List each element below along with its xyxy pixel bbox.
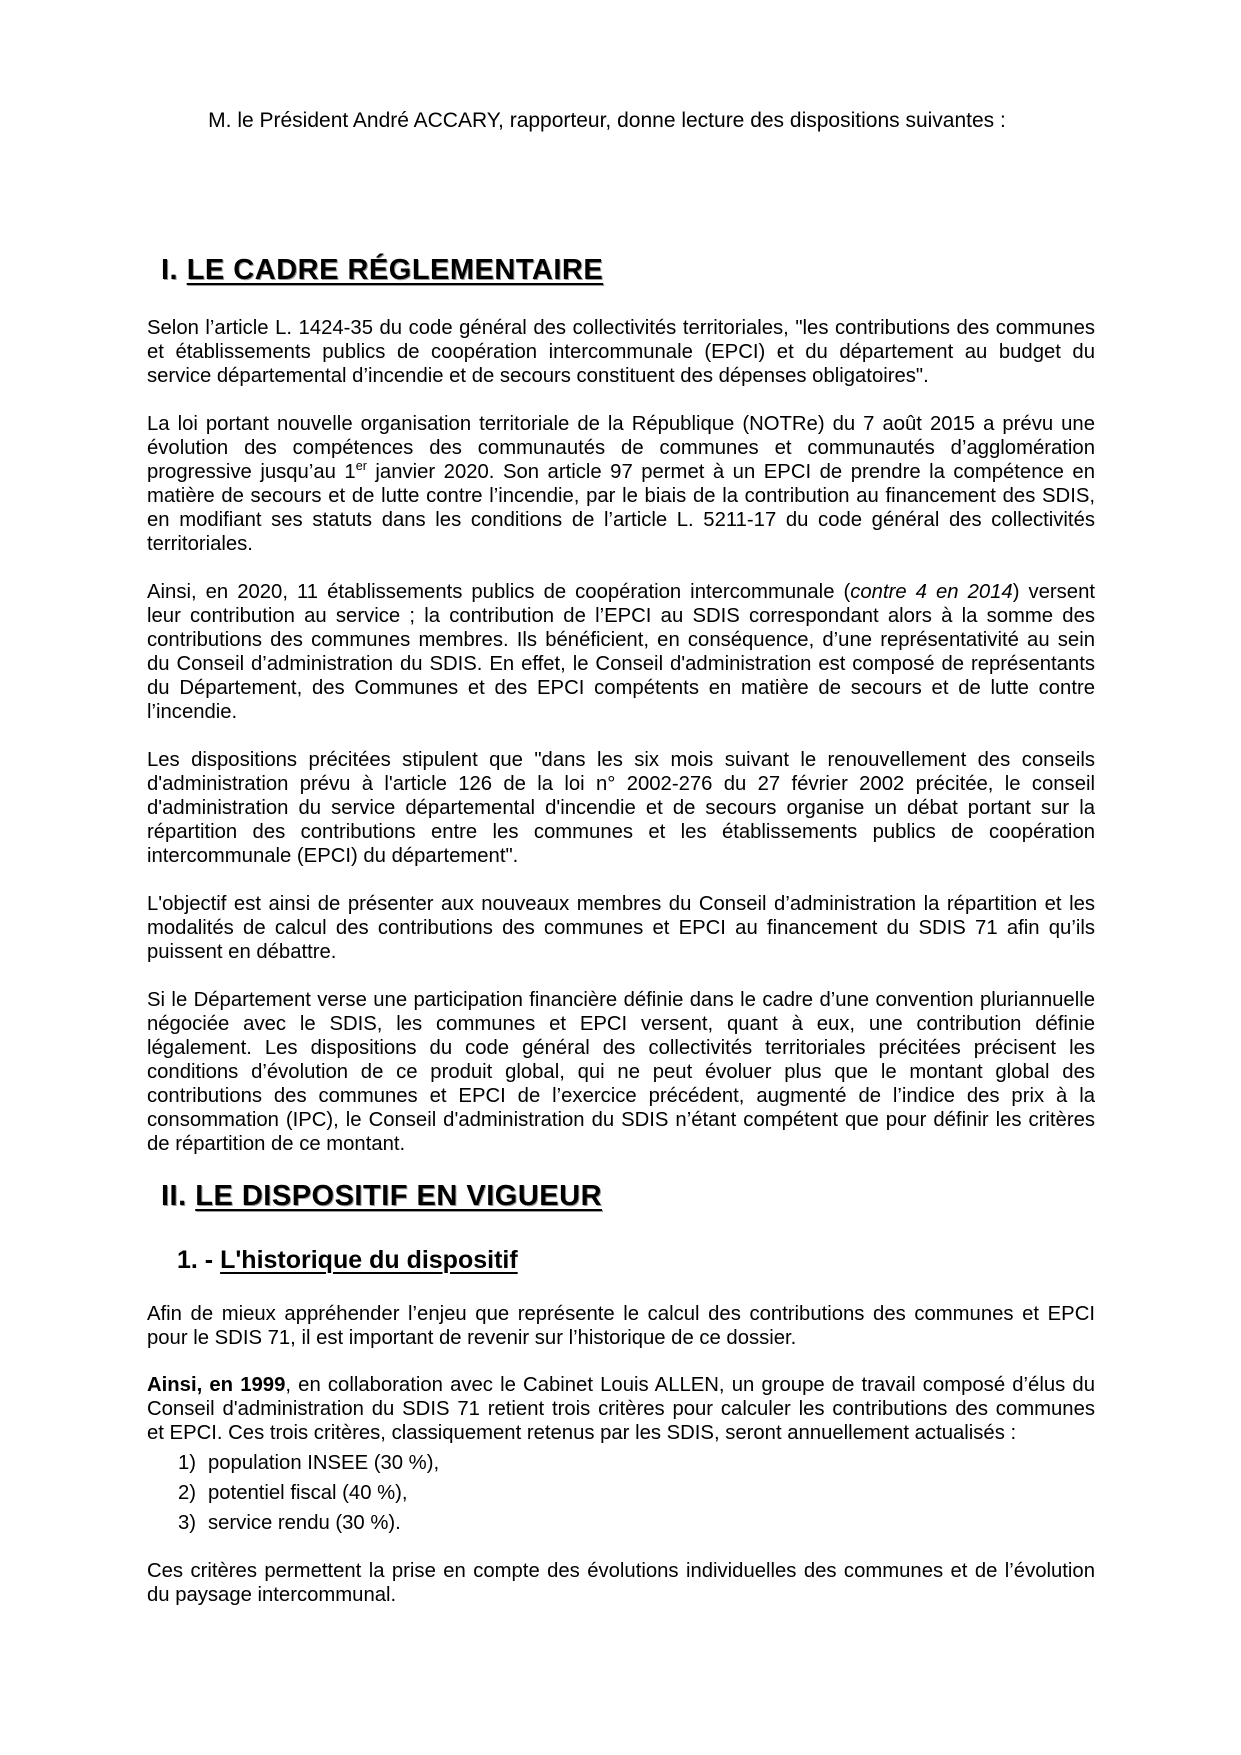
text-run: Ainsi, en 2020, 11 établissements publics de coopération intercommunale ( [147, 581, 851, 603]
section-2-title: LE DISPOSITIF EN VIGUEUR [195, 1180, 603, 1212]
text-line: service départemental d’incendie et de secours constituent des dépenses obligatoires". [147, 365, 929, 387]
subsection-1-heading [177, 1245, 518, 1275]
text-line: négociée avec le SDIS, les communes et EPCI versent, quant à eux, une contribution définie [147, 1013, 1095, 1035]
paragraph-history-intro [147, 1302, 1095, 1350]
paragraph-1999-criteria [147, 1373, 1095, 1445]
subsection-1-number: 1. - [177, 1246, 214, 1274]
text-line: du Conseil d’administration du SDIS. En effet, le Conseil d'administration est composé de représentants [147, 653, 1095, 675]
criteria-list [178, 1448, 439, 1538]
text-run: , en collaboration avec le Cabinet Louis ALLEN, un groupe de travail composé d’élus du [285, 1374, 1095, 1396]
text-line: matière de secours et de lutte contre l’incendie, par le biais de la contribution au financement des SDIS, [147, 485, 1095, 507]
section-1-heading [161, 252, 603, 288]
paragraph-objective [147, 892, 1095, 964]
list-marker: 3) [178, 1512, 197, 1534]
text-line: consommation (IPC), le Conseil d'administration du SDIS n’étant compétent que pour définir les critères [147, 1109, 1095, 1131]
text-line: modalités de calcul des contributions des communes et EPCI au financement du SDIS 71 afin qu’ils [147, 917, 1095, 939]
list-item-text: potentiel fiscal (40 %), [208, 1482, 408, 1504]
text-line: Si le Département verse une participation financière définie dans le cadre d’une convention pluriannuelle [147, 989, 1095, 1011]
list-item [178, 1448, 439, 1478]
text-line: Selon l’article L. 1424-35 du code général des collectivités territoriales, "les contributions des communes [147, 317, 1095, 339]
text-line: territoriales. [147, 533, 253, 555]
text-line: en modifiant ses statuts dans les conditions de l’article L. 5211-17 du code général des collectivités [147, 509, 1095, 531]
intro-line: M. le Président André ACCARY, rapporteur, donne lecture des dispositions suivantes : [208, 109, 1006, 132]
text-line [147, 580, 1095, 604]
text-line: légalement. Les dispositions du code général des collectivités territoriales précitées précisent les [147, 1037, 1095, 1059]
text-line: l’incendie. [147, 701, 238, 723]
text-run: ) versent [1012, 581, 1095, 603]
text-line: conditions d’évolution de ce produit global, qui ne peut évoluer plus que le montant global des [147, 1061, 1095, 1083]
list-item-text: population INSEE (30 %), [208, 1452, 440, 1474]
text-line [147, 460, 1095, 484]
text-line: et EPCI. Ces trois critères, classiquement retenus par les SDIS, seront annuellement actualisés : [147, 1422, 1017, 1444]
section-2-heading [161, 1178, 602, 1214]
paragraph-legal-framework [147, 316, 1095, 388]
list-item [178, 1478, 439, 1508]
text-line: leur contribution au service ; la contribution de l’EPCI au SDIS correspondant alors à la somme des [147, 605, 1095, 627]
text-line: de répartition de ce montant. [147, 1133, 406, 1155]
paragraph-notre-law [147, 412, 1095, 556]
text-line: et établissements publics de coopération intercommunale (EPCI) et du département au budget du [147, 341, 1095, 363]
text-line: d'administration prévu à l'article 126 de la loi n° 2002-276 du 27 février 2002 précitée, le conseil [147, 773, 1095, 795]
paragraph-debate-requirement [147, 748, 1095, 868]
paragraph-epci-contributions [147, 580, 1095, 724]
text-line: évolution des compétences des communautés de communes et communautés d’agglomération [147, 437, 1095, 459]
text-line: Ces critères permettent la prise en compte des évolutions individuelles des communes et de l’évolution [147, 1560, 1095, 1582]
section-1-title: LE CADRE RÉGLEMENTAIRE [186, 254, 604, 286]
text-line: du Département, des Communes et des EPCI compétents en matière de secours et de lutte contre [147, 677, 1095, 699]
text-line [147, 1373, 1095, 1397]
text-run: progressive jusqu’au 1 [147, 461, 356, 483]
text-line: intercommunale (EPCI) du département". [147, 845, 519, 867]
section-2-number: II. [161, 1180, 187, 1212]
list-marker: 1) [178, 1452, 197, 1474]
italic-text-run: contre 4 en 2014 [850, 581, 1013, 603]
ordinal-superscript: er [355, 459, 367, 474]
text-run: janvier 2020. Son article 97 permet à un EPCI de prendre la compétence en [366, 461, 1095, 483]
list-item-text: service rendu (30 %). [208, 1512, 401, 1534]
paragraph-criteria-purpose [147, 1559, 1095, 1607]
text-line: puissent en débattre. [147, 941, 337, 963]
text-line: Les dispositions précitées stipulent que "dans les six mois suivant le renouvellement des conseils [147, 749, 1095, 771]
text-line: La loi portant nouvelle organisation territoriale de la République (NOTRe) du 7 août 2015 a prévu une [147, 413, 1095, 435]
bold-text-run: Ainsi, en 1999 [147, 1374, 286, 1396]
section-1-number: I. [161, 254, 179, 286]
text-line: du paysage intercommunal. [147, 1584, 397, 1606]
list-item [178, 1508, 439, 1538]
text-line: d'administration du service départemental d'incendie et de secours organise un débat portant sur la [147, 797, 1095, 819]
text-line: Conseil d'administration du SDIS 71 retient trois critères pour calculer les contributions des communes [147, 1398, 1095, 1420]
list-marker: 2) [178, 1482, 197, 1504]
text-line: pour le SDIS 71, il est important de revenir sur l’historique de ce dossier. [147, 1327, 797, 1349]
text-line: contributions des communes membres. Ils bénéficient, en conséquence, d’une représentativité au sein [147, 629, 1095, 651]
text-line: Afin de mieux appréhender l’enjeu que représente le calcul des contributions des communes et EPCI [147, 1303, 1095, 1325]
subsection-1-title: L'historique du dispositif [220, 1246, 518, 1274]
text-line: répartition des contributions entre les communes et les établissements publics de coopération [147, 821, 1095, 843]
paragraph-contribution-rules [147, 988, 1095, 1156]
text-line: L'objectif est ainsi de présenter aux nouveaux membres du Conseil d’administration la répartition et les [147, 893, 1095, 915]
text-line: contributions des communes et EPCI de l’exercice précédent, augmenté de l’indice des prix à la [147, 1085, 1095, 1107]
